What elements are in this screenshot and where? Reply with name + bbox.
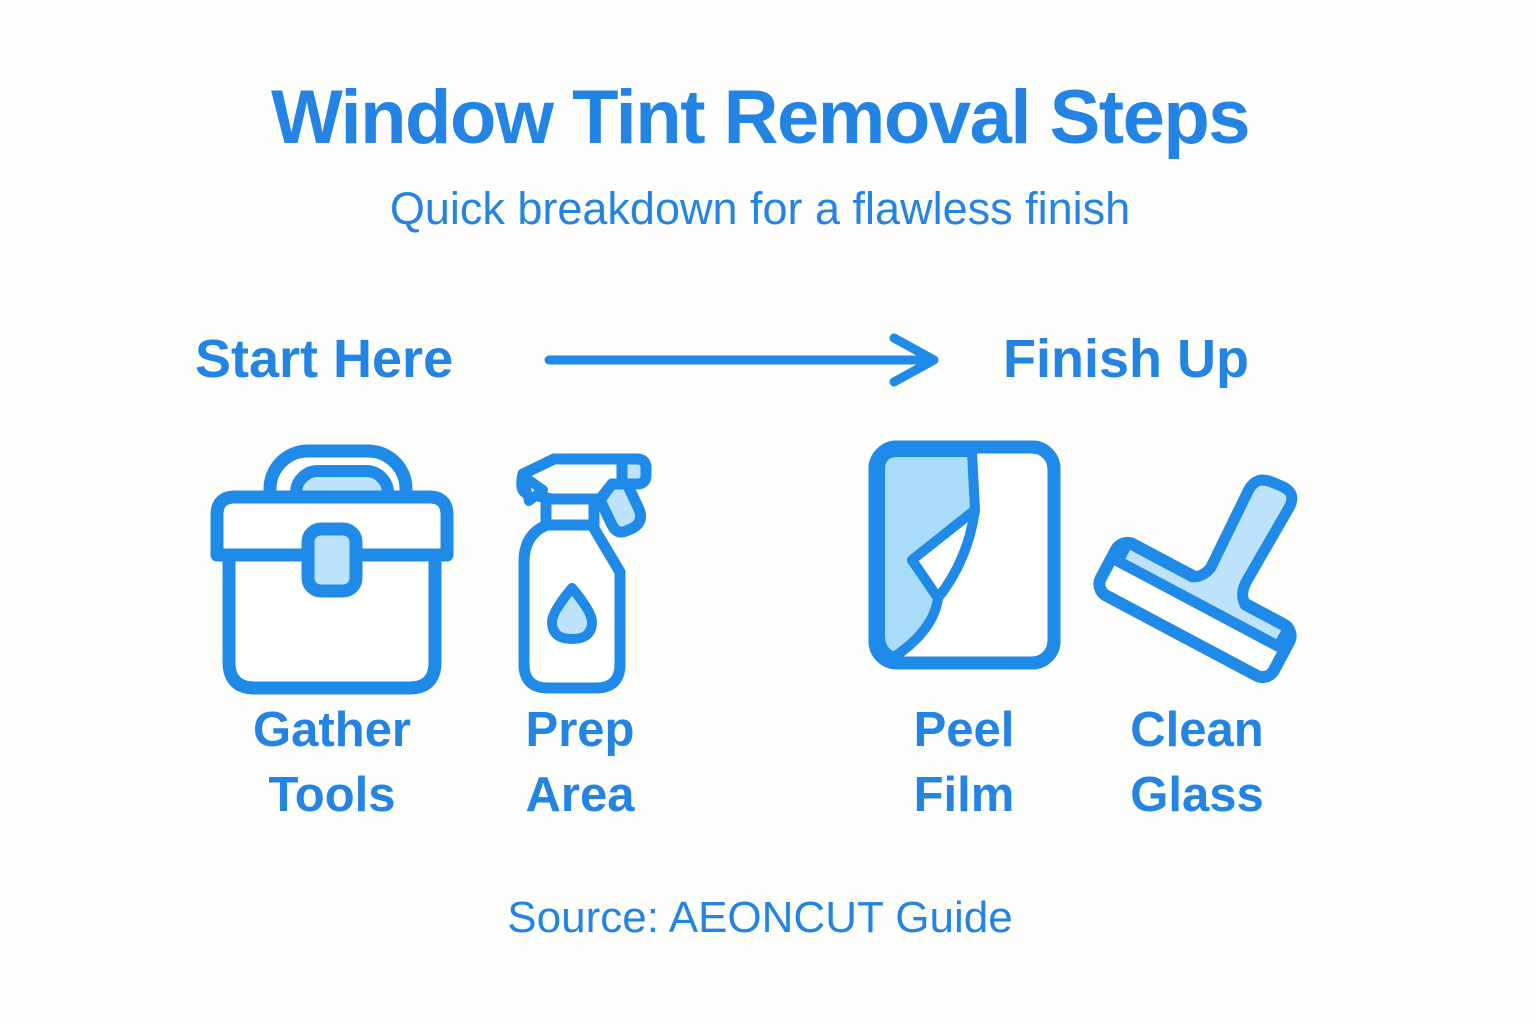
peel-film-icon [868,440,1060,670]
step-label-line: Film [913,768,1015,822]
toolbox-icon [212,443,452,695]
start-here-label: Start Here [195,329,454,389]
step-label-line: Glass [1130,768,1264,822]
page-title: Window Tint Removal Steps [270,75,1250,160]
step-label-line: Peel [913,703,1015,757]
step-label-clean-glass [1047,698,1347,828]
squeegee-icon [1095,445,1300,685]
step-label-line: Area [525,768,635,822]
right-arrow-icon [542,332,950,388]
step-label-line: Prep [525,703,635,757]
step-label-line: Clean [1130,703,1264,757]
source-attribution: Source: AEONCUT Guide [507,893,1013,942]
step-label-line: Tools [268,768,396,822]
spray-bottle-icon [516,450,652,700]
step-label-prep-area [430,698,730,828]
finish-up-label: Finish Up [1003,329,1249,389]
page-subtitle: Quick breakdown for a flawless finish [389,183,1131,234]
step-label-line: Gather [253,703,411,757]
